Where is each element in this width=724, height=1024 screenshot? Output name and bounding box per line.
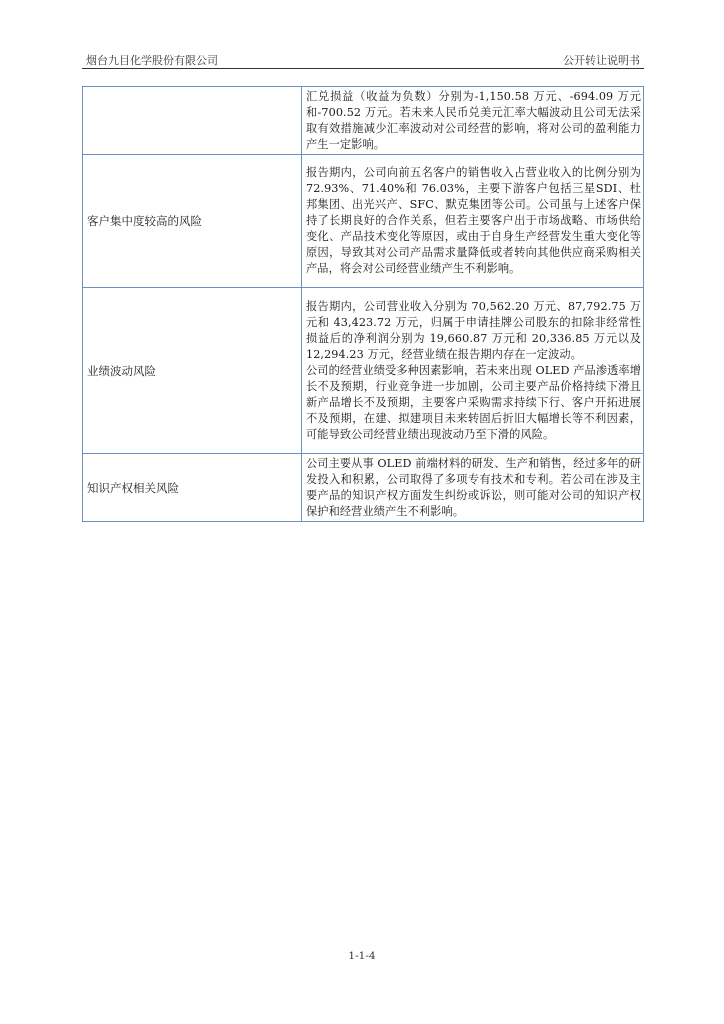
risk-paragraph: 公司的经营业绩受多种因素影响，若未来出现 OLED 产品渗透率增长不及预期，行业竞争进一步加剧，公司主要产品价格持续下滑且新产品增长不及预期，主要客户采购需求持续下行、客户开拓进展不及预期，在建、拟建项目未来转固后折旧大幅增长等不利因素，可能导致公司经营业绩出现波动乃至下滑的风险。 <box>306 363 641 441</box>
risk-name: 知识产权相关风险 <box>83 454 302 522</box>
risk-description <box>302 155 644 288</box>
risk-description <box>302 288 644 454</box>
risk-description <box>302 454 644 522</box>
risk-paragraph: 公司主要从事 OLED 前端材料的研发、生产和销售，经过多年的研发投入和积累，公司取得了多项专有技术和专利。若公司在涉及主要产品的知识产权方面发生纠纷或诉讼，则可能对公司的知识产权保护和经营业绩产生不利影响。 <box>306 456 641 518</box>
document-type: 公开转让说明书 <box>563 54 640 67</box>
risk-name: 业绩波动风险 <box>83 288 302 454</box>
table-row <box>83 454 644 522</box>
risk-paragraph: 报告期内，公司营业收入分别为 70,562.20 万元、87,792.75 万元和 43,423.72 万元，归属于申请挂牌公司股东的扣除非经常性损益后的净利润分别为 19,660.87 万元和 20,336.85 万元以及 12,294.23 万元，经营业绩在报告期内存在一定波动。 <box>306 299 641 361</box>
page-number: 1-1-4 <box>348 950 376 962</box>
risk-description <box>302 87 644 155</box>
risk-name <box>83 87 302 155</box>
table-row <box>83 155 644 288</box>
page-header <box>82 50 644 69</box>
company-name: 烟台九目化学股份有限公司 <box>86 54 218 67</box>
table-row <box>83 288 644 454</box>
risk-paragraph: 汇兑损益（收益为负数）分别为-1,150.58 万元、-694.09 万元和-700.52 万元。若未来人民币兑美元汇率大幅波动且公司无法采取有效措施减少汇率波动对公司经营的影响，将对公司的盈利能力产生一定影响。 <box>306 89 641 151</box>
risk-paragraph: 报告期内，公司向前五名客户的销售收入占营业收入的比例分别为 72.93%、71.40%和 76.03%，主要下游客户包括三星SDI、杜邦集团、出光兴产、SFC、默克集团等公司。公司虽与上述客户保持了长期良好的合作关系，但若主要客户出于市场战略、市场供给变化、产品技术变化等原因，或由于自身生产经营发生重大变化等原因，导致其对公司产品需求量降低或者转向其他供应商采购相关产品，将会对公司经营业绩产生不利影响。 <box>306 166 641 275</box>
table-row <box>83 87 644 155</box>
risk-table <box>82 86 644 522</box>
risk-name: 客户集中度较高的风险 <box>83 155 302 288</box>
